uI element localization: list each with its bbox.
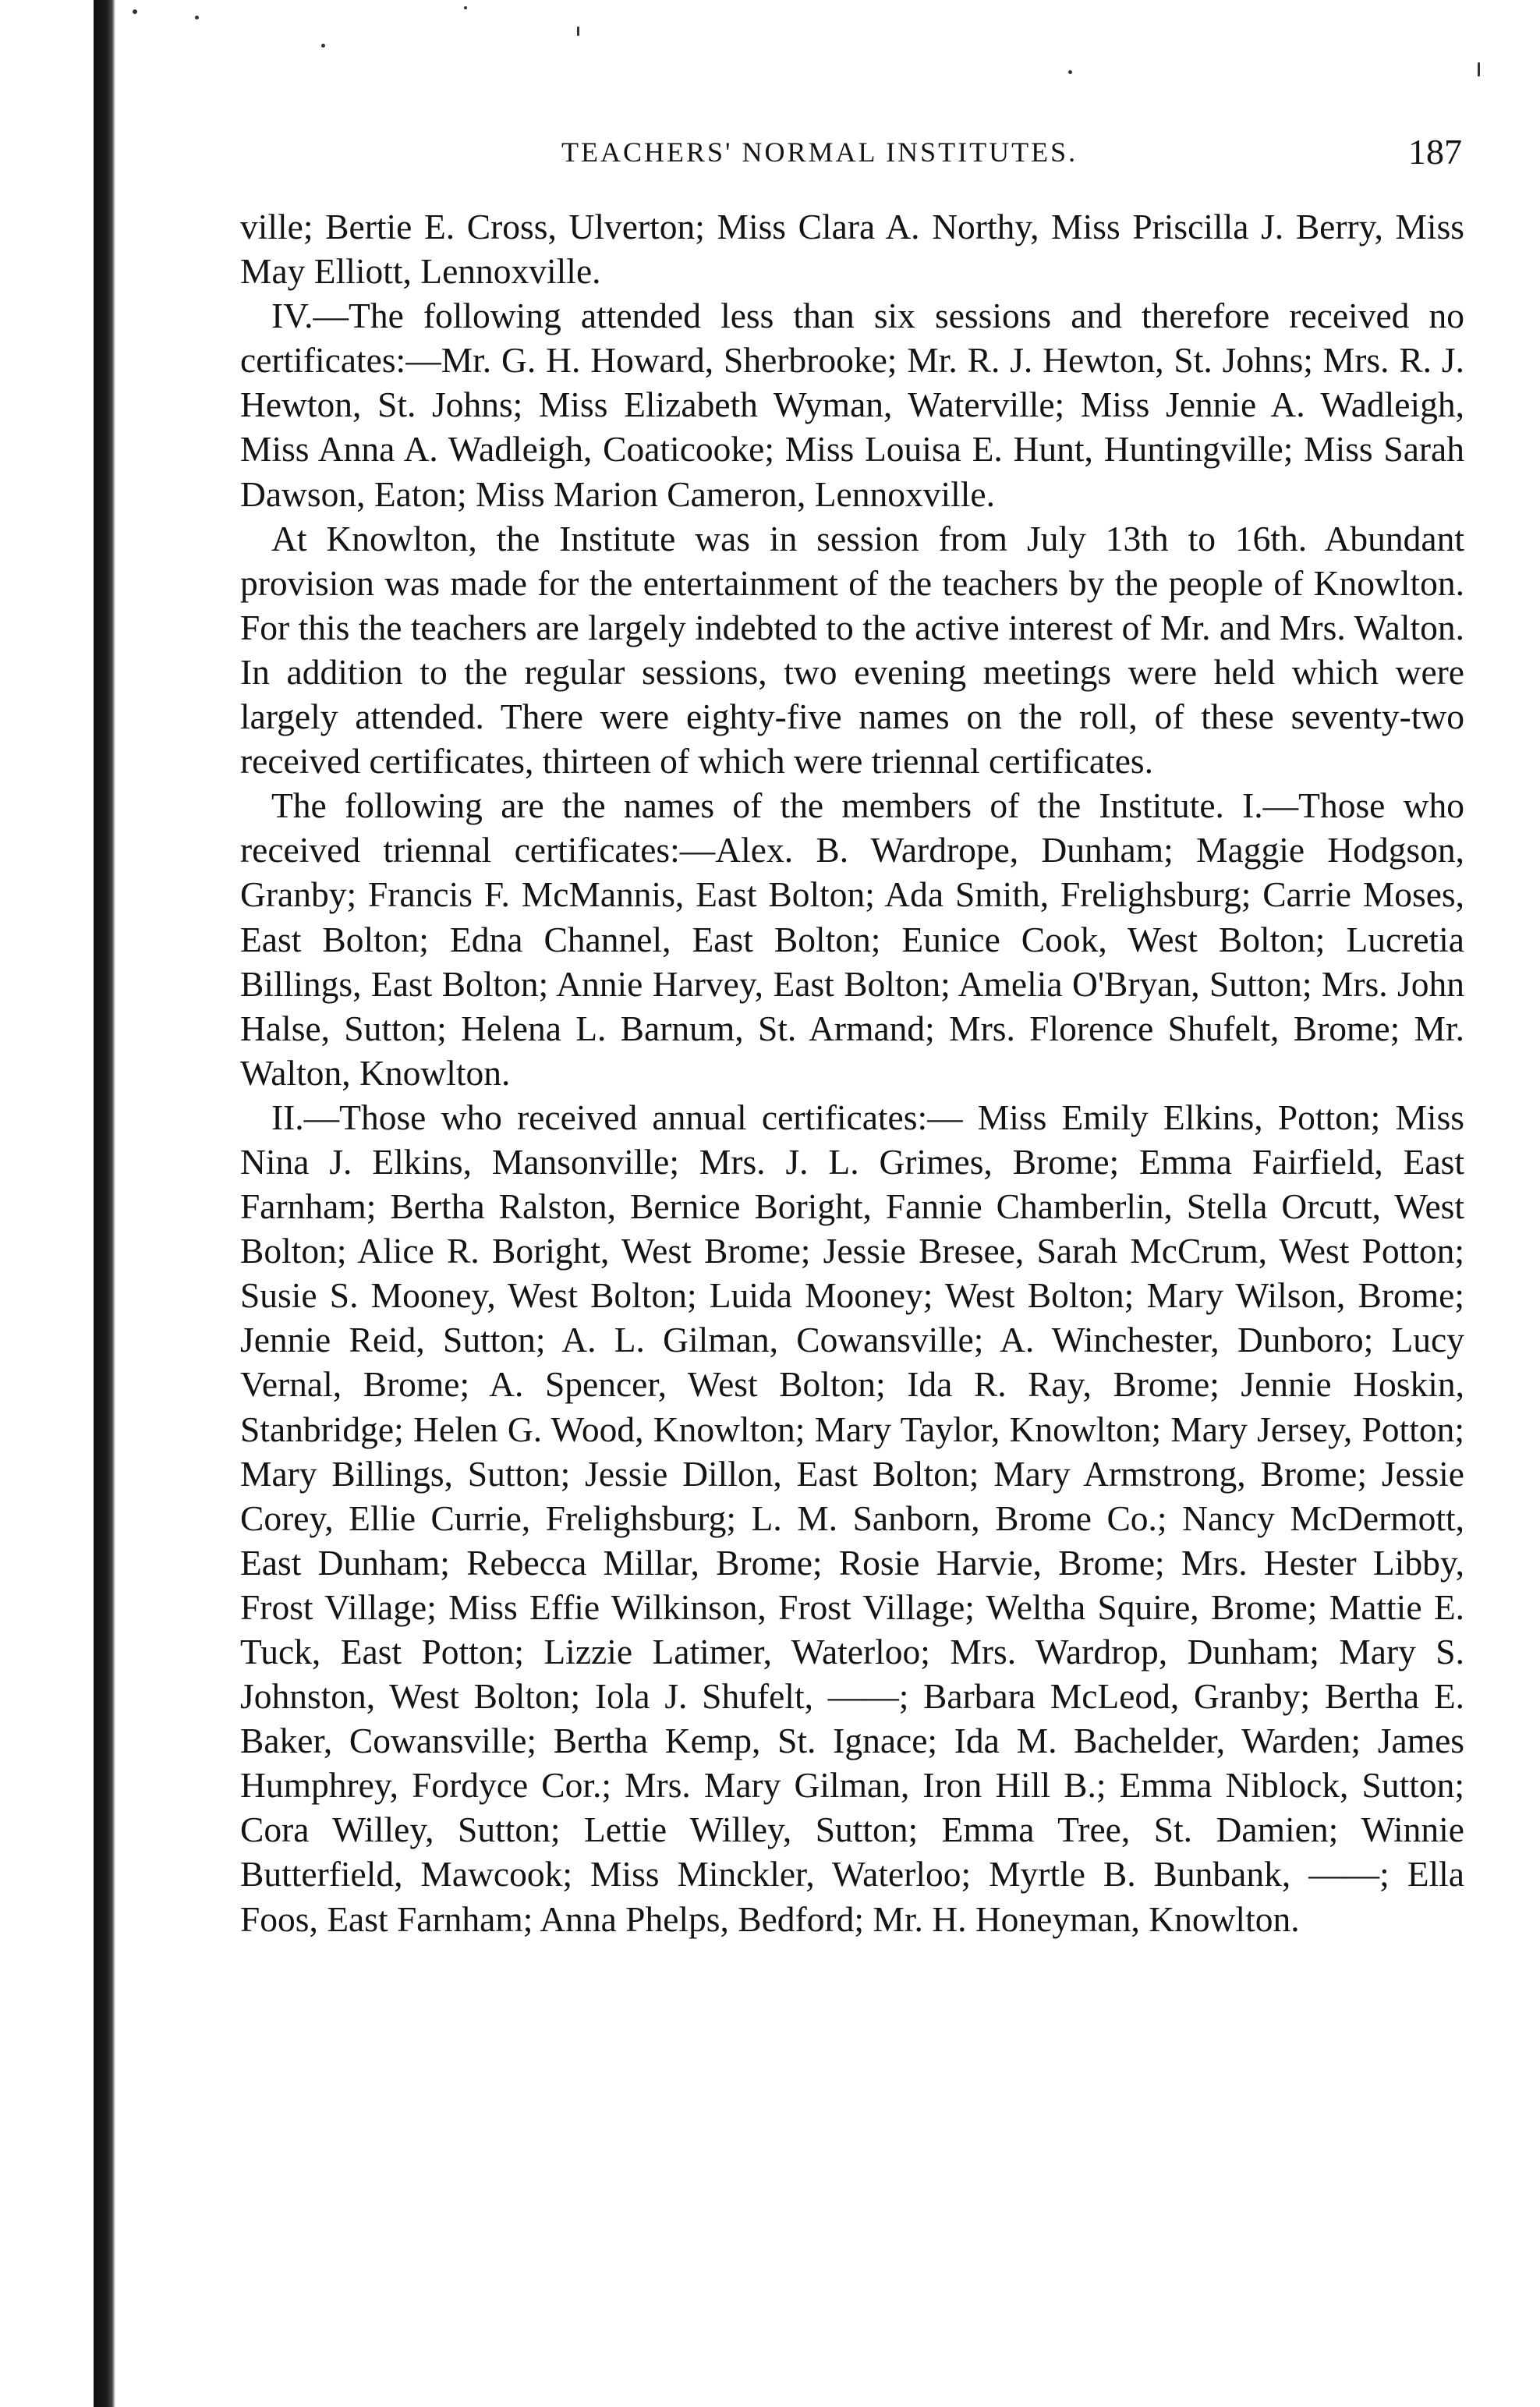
page-header (234, 131, 1462, 178)
paragraph-knowlton-intro: At Knowlton, the Institute was in session from July 13th to 16th. Abundant provision was made for the entertainment of the teachers by the people of Knowlton. For this the teachers are largely indebted to the active interest of Mr. and Mrs. Walton. In addition to the regular sessions, two evening meetings were held which were largely attended. There were eighty-five names on the roll, of these seventy-two received certificates, thirteen of which were triennal certificates. (240, 518, 1464, 782)
paragraph-continuation: ville; Bertie E. Cross, Ulverton; Miss Clara A. Northy, Miss Priscilla J. Berry, Miss May Elliott, Lennoxville. (240, 207, 1464, 292)
paragraph-triennal-certificates: The following are the names of the members of the Institute. I.—Those who received triennal certificates:—Alex. B. Wardrope, Dunham; Maggie Hodgson, Granby; Francis F. McMannis, East Bolton; Ada Smith, Frelighsburg; Carrie Moses, East Bolton; Edna Channel, East Bolton; Eunice Cook, West Bolton; Lucretia Billings, East Bolton; Annie Harvey, East Bolton; Amelia O'Bryan, Sutton; Mrs. John Halse, Sutton; Helena L. Barnum, St. Armand; Mrs. Florence Shufelt, Brome; Mr. Walton, Knowlton. (240, 785, 1464, 1093)
ink-speck (464, 6, 467, 9)
ink-speck (1068, 70, 1072, 74)
paragraph-annual-certificates: II.—Those who received annual certificates:— Miss Emily Elkins, Potton; Miss Nina J. Elkins, Mansonville; Mrs. J. L. Grimes, Brome; Emma Fairfield, East Farnham; Bertha Ralston, Bernice Boright, Fannie Chamberlin, Stella Orcutt, West Bolton; Alice R. Boright, West Brome; Jessie Bresee, Sarah McCrum, West Potton; Susie S. Mooney, West Bolton; Luida Mooney; West Bolton; Mary Wilson, Brome; Jennie Reid, Sutton; A. L. Gilman, Cowansville; A. Winchester, Dunboro; Lucy Vernal, Brome; A. Spencer, West Bolton; Ida R. Ray, Brome; Jennie Hoskin, Stanbridge; Helen G. Wood, Knowlton; Mary Taylor, Knowlton; Mary Jersey, Potton; Mary Billings, Sutton; Jessie Dillon, East Bolton; Mary Armstrong, Brome; Jessie Corey, Ellie Currie, Frelighsburg; L. M. Sanborn, Brome Co.; Nancy McDermott, East Dunham; Rebecca Millar, Brome; Rosie Harvie, Brome; Mrs. Hester Libby, Frost Village; Miss Effie Wilkinson, Frost Village; Weltha Squire, Brome; Mattie E. Tuck, East Potton; Lizzie Latimer, Waterloo; Mrs. Wardrop, Dunham; Mary S. Johnston, West Bolton; Iola J. Shufelt, ——; Barbara McLeod, Granby; Bertha E. Baker, Cowansville; Bertha Kemp, St. Ignace; Ida M. Bachelder, Warden; James Humphrey, Fordyce Cor.; Mrs. Mary Gilman, Iron Hill B.; Emma Niblock, Sutton; Cora Willey, Sutton; Lettie Willey, Sutton; Emma Tree, St. Damien; Winnie Butterfield, Mawcook; Miss Minckler, Waterloo; Myrtle B. Bunbank, ——; Ella Foos, East Farnham; Anna Phelps, Bedford; Mr. H. Honeyman, Knowlton. (240, 1097, 1464, 1939)
ink-speck (1478, 62, 1480, 76)
paragraph-section-iv: IV.—The following attended less than six sessions and therefore received no certificates:—Mr. G. H. Howard, Sherbrooke; Mr. R. J. Hewton, St. Johns; Mrs. R. J. Hewton, St. Johns; Miss Elizabeth Wyman, Waterville; Miss Jennie A. Wadleigh, Miss Anna A. Wadleigh, Coaticooke; Miss Louisa E. Hunt, Huntingville; Miss Sarah Dawson, Eaton; Miss Marion Cameron, Lennoxville. (240, 296, 1464, 514)
page-body (240, 204, 1464, 1941)
page-number: 187 (1408, 132, 1462, 172)
binding-edge (94, 0, 115, 2407)
ink-speck (133, 9, 137, 14)
ink-speck (195, 16, 199, 19)
ink-speck (577, 27, 579, 36)
ink-speck (321, 44, 325, 48)
running-title: TEACHERS' NORMAL INSTITUTES. (561, 136, 1078, 168)
